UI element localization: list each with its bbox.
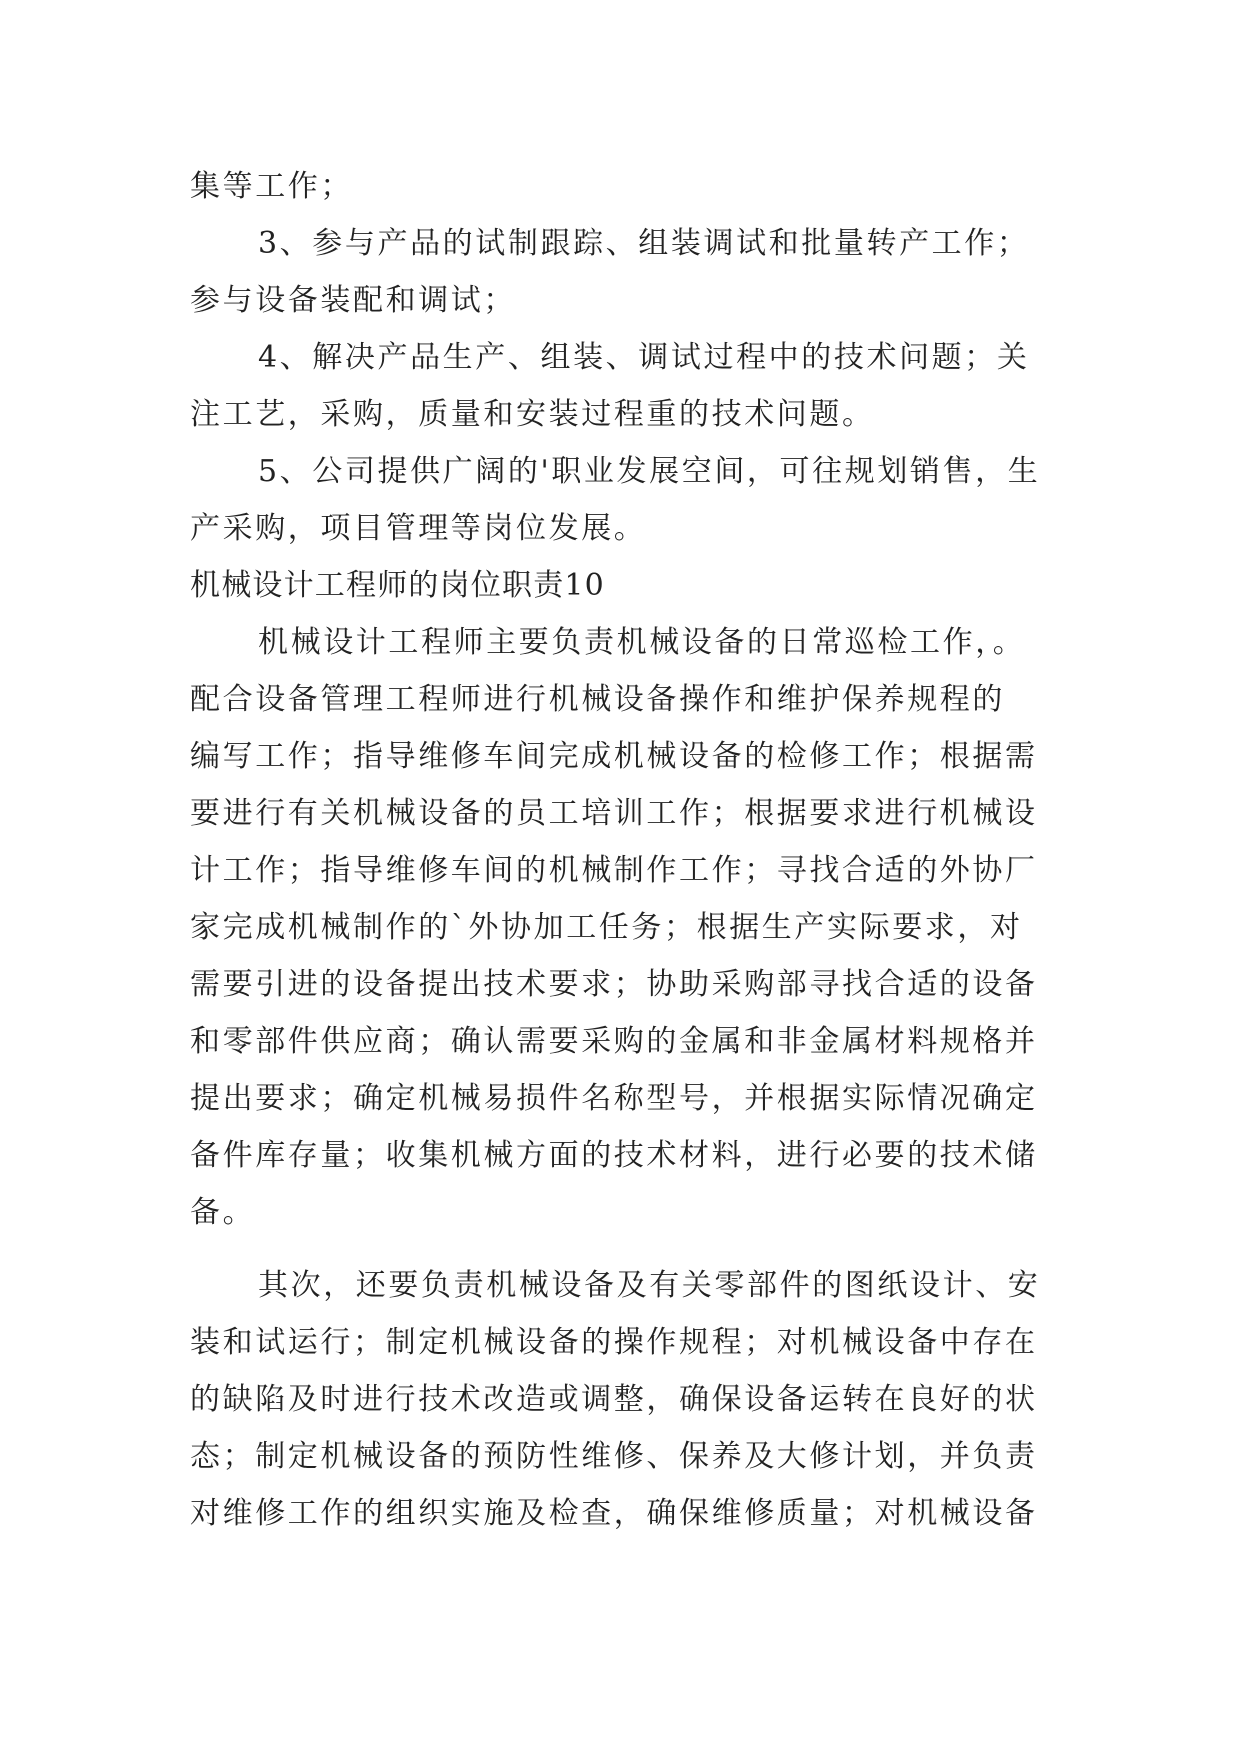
paragraph-2 (190, 1257, 1050, 1542)
text-line: 集等工作； (190, 169, 353, 204)
list-item-3: 3、参与产品的试制跟踪、组装调试和批量转产工作； (258, 226, 1030, 261)
text-line: 家完成机械制作的`外协加工任务；根据生产实际要求，对 (190, 910, 1023, 945)
list-section (190, 158, 1050, 557)
text-line: 备件库存量；收集机械方面的技术材料，进行必要的技术储 (190, 1138, 1038, 1173)
text-line: 的缺陷及时进行技术改造或调整，确保设备运转在良好的状 (190, 1382, 1038, 1417)
text-line: 和零部件供应商；确认需要采购的金属和非金属材料规格并 (190, 1024, 1038, 1059)
list-item-4: 4、解决产品生产、组装、调试过程中的技术问题；关 (258, 340, 1030, 375)
text-line: 计工作；指导维修车间的机械制作工作；寻找合适的外协厂 (190, 853, 1038, 888)
text-line: 提出要求；确定机械易损件名称型号，并根据实际情况确定 (190, 1081, 1038, 1116)
text-line: 装和试运行；制定机械设备的操作规程；对机械设备中存在 (190, 1325, 1038, 1360)
text-line: 编写工作；指导维修车间完成机械设备的检修工作；根据需 (190, 739, 1038, 774)
paragraph-spacer (190, 1241, 1050, 1257)
text-line: 要进行有关机械设备的员工培训工作；根据要求进行机械设 (190, 796, 1038, 831)
text-line: 机械设计工程师主要负责机械设备的日常巡检工作，。 (258, 625, 1026, 660)
paragraph-1 (190, 614, 1050, 1241)
text-line: 配合设备管理工程师进行机械设备操作和维护保养规程的 (190, 682, 1005, 717)
text-line: 参与设备装配和调试； (190, 283, 516, 318)
document-page (190, 158, 1050, 1542)
text-line: 态；制定机械设备的预防性维修、保养及大修计划，并负责 (190, 1439, 1038, 1474)
text-line: 备。 (190, 1195, 256, 1230)
text-line: 其次，还要负责机械设备及有关零部件的图纸设计、安 (258, 1268, 1041, 1303)
section-heading: 机械设计工程师的岗位职责10 (190, 568, 605, 603)
text-line: 对维修工作的组织实施及检查，确保维修质量；对机械设备 (190, 1496, 1038, 1531)
text-line: 产采购，项目管理等岗位发展。 (190, 511, 647, 546)
text-line: 需要引进的设备提出技术要求；协助采购部寻找合适的设备 (190, 967, 1038, 1002)
list-item-5: 5、公司提供广阔的'职业发展空间，可往规划销售，生 (258, 454, 1041, 489)
text-line: 注工艺，采购，质量和安装过程重的技术问题。 (190, 397, 875, 432)
